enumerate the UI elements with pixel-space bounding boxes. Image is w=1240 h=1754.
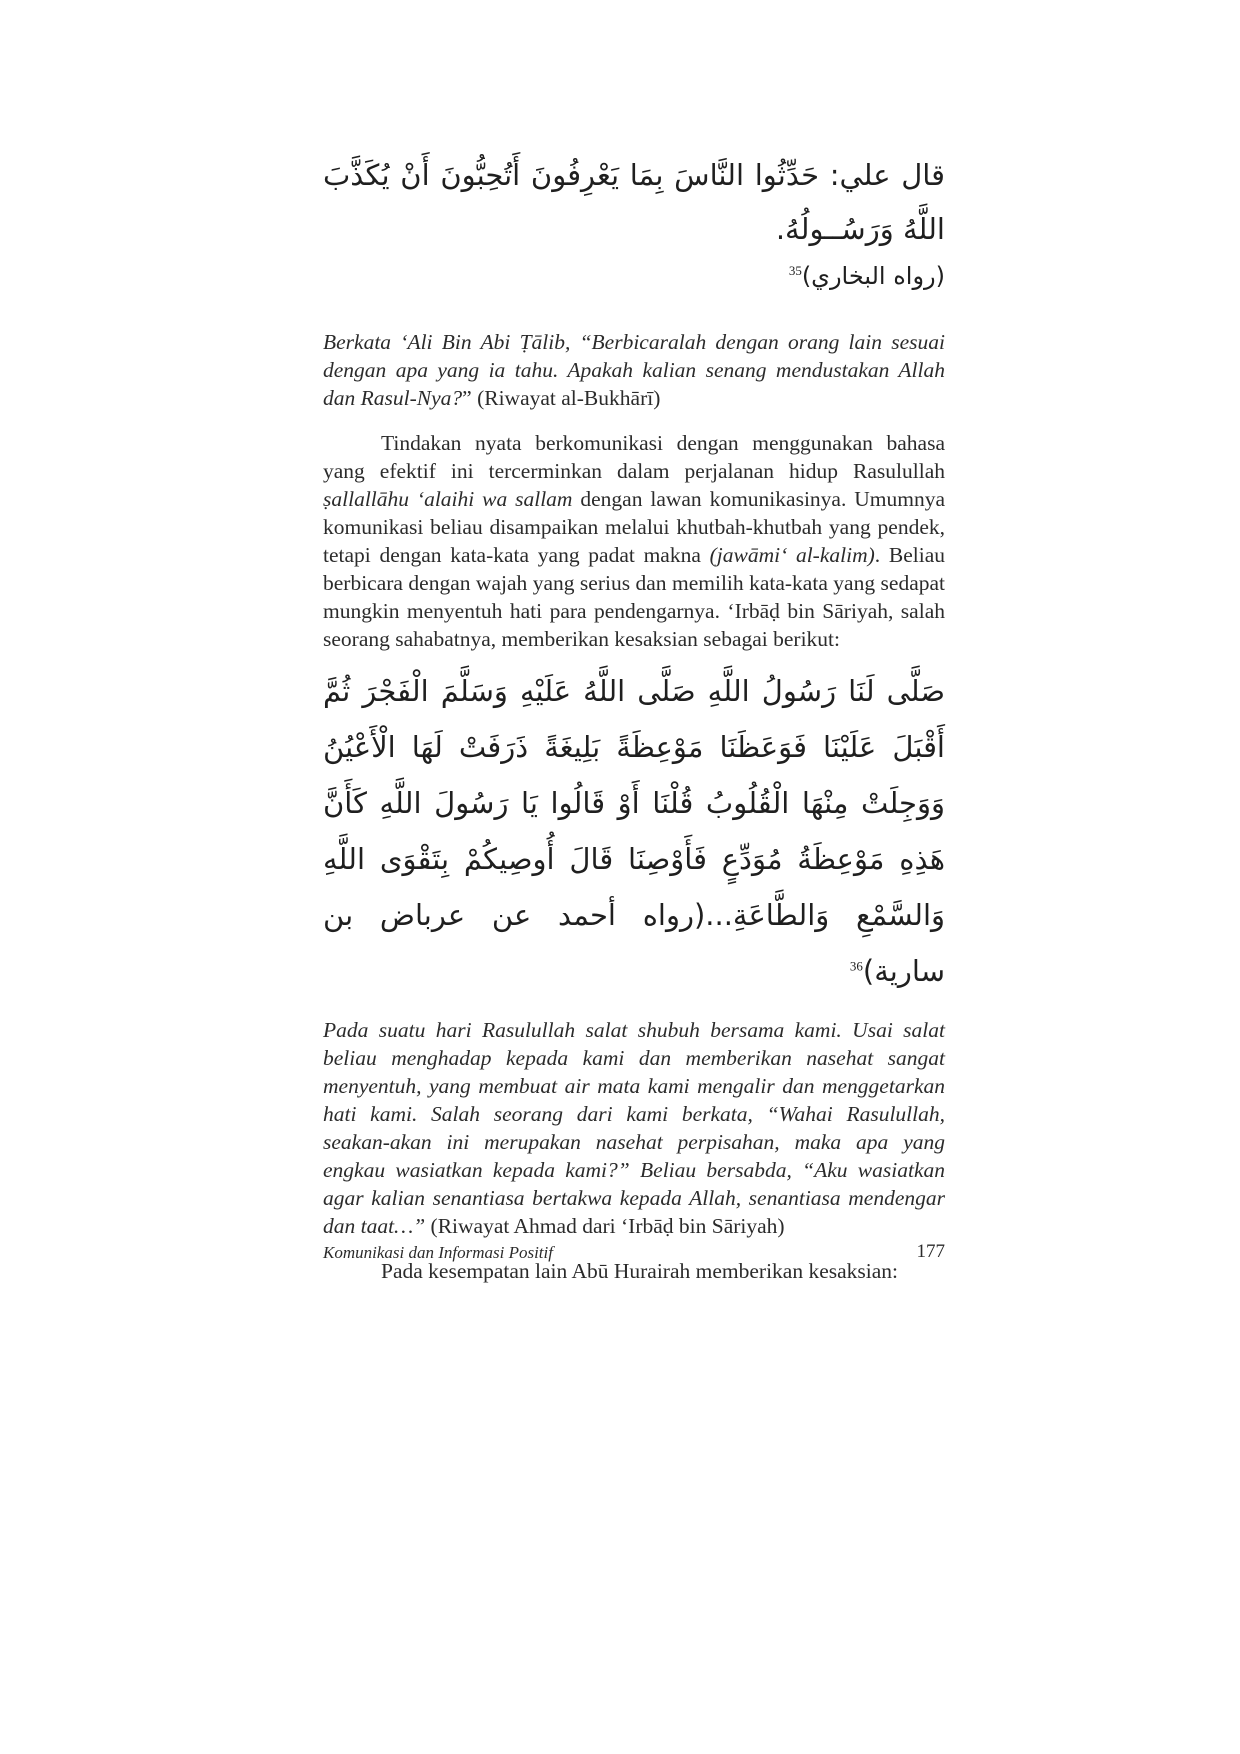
reference-text: (رواه البخاري) — [801, 262, 945, 290]
running-footer-title: Komunikasi dan Informasi Positif — [323, 1243, 553, 1262]
footnote-marker-35[interactable]: 35 — [788, 263, 802, 278]
paragraph-italic-salawat: ṣallallāhu ‘alaihi wa sallam — [323, 487, 573, 511]
paragraph-abu-hurairah: Pada kesempatan lain Abū Hurairah memberikan kesaksian: — [381, 1259, 899, 1283]
hadith-translation-source: (Riwayat Ahmad dari ‘Irbāḍ bin Sāriyah) — [425, 1214, 785, 1238]
page-number: 177 — [916, 1241, 945, 1262]
page-body — [323, 148, 945, 1285]
paragraph-text-2: dengan lawan komunikasinya. Umumnya komunikasi beliau disampaikan melalui khutbah-khutbah yang pendek, tetapi dengan kata-kata yang padat makna — [323, 487, 945, 567]
hadith-translation — [323, 1016, 945, 1240]
arabic-quote-ali: قال علي: حَدِّثُوا النَّاسَ بِمَا يَعْرِفُونَ أَتُحِبُّونَ أَنْ يُكَذَّبَ اللَّهُ وَرَسُــولُهُ. — [323, 158, 945, 246]
arabic-hadith — [323, 663, 945, 999]
hadith-translation-italic: Pada suatu hari Rasulullah salat shubuh bersama kami. Usai salat beliau menghadap kepada kami dan memberikan nasehat sangat menyentuh, yang membuat air mata kami mengalir dan menggetarkan hati kami. Salah seorang dari kami berkata, “Wahai Rasulullah, seakan-akan ini merupakan nasehat perpisahan, maka apa yang engkau wasiatkan kepada kami?” Beliau bersabda, “Aku wasiatkan agar kalian senantiasa bertakwa kepada Allah, senantiasa mendengar dan taat…” — [323, 1018, 945, 1238]
paragraph-text-1: Tindakan nyata berkomunikasi dengan menggunakan bahasa yang efektif ini tercerminkan dalam perjalanan hidup Rasulullah — [323, 431, 945, 483]
paragraph-text-3: . Beliau berbicara dengan wajah yang serius dan memilih kata-kata yang sedapat mungkin menyentuh hati para pendengarnya. ‘Irbāḍ bin Sāriyah, salah seorang sahabatnya, memberikan kesaksian sebagai berikut: — [323, 543, 945, 651]
hadith-text: صَلَّى لَنَا رَسُولُ اللَّهِ صَلَّى اللَّهُ عَلَيْهِ وَسَلَّمَ الْفَجْرَ ثُمَّ أَقْبَلَ عَلَيْنَا فَوَعَظَنَا مَوْعِظَةً بَلِيغَةً ذَرَفَتْ لَهَا الْأَعْيُنُ وَوَجِلَتْ مِنْهَا الْقُلُوبُ قُلْنَا أَوْ قَالُوا يَا رَسُولَ اللَّهِ كَأَنَّ هَذِهِ مَوْعِظَةُ مُوَدِّعٍ فَأَوْصِنَا قَالَ أُوصِيكُمْ بِتَقْوَى اللَّهِ وَالسَّمْعِ وَالطَّاعَةِ... — [323, 674, 946, 932]
arabic-quote-reference — [323, 256, 945, 296]
footnote-marker-36[interactable]: 36 — [849, 958, 863, 974]
quote-translation-source: ” (Riwayat al-Bukhārī) — [462, 386, 661, 410]
quote-translation-italic: Berkata ‘Ali Bin Abi Ṭālib, “Berbicaralah dengan orang lain sesuai dengan apa yang ia tahu. Apakah kalian senang mendustakan Allah dan Rasul-Nya? — [323, 330, 945, 410]
hadith-reference: (رواه أحمد عن عرباض بن سارية) — [323, 898, 945, 988]
quote-translation — [323, 328, 945, 412]
paragraph-communication — [323, 429, 945, 653]
paragraph-italic-jawami: (jawāmi‘ al-kalim) — [709, 543, 875, 567]
